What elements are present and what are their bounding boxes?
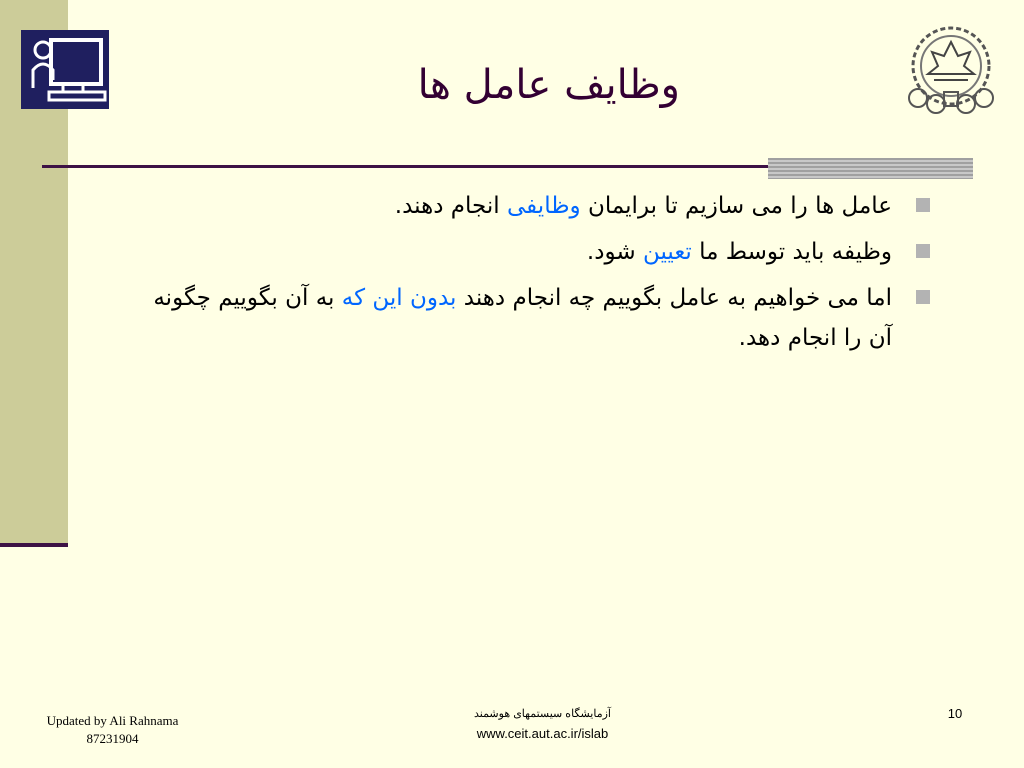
lab-name: آزمایشگاه سیستمهای هوشمند — [473, 708, 611, 720]
square-bullet-icon — [916, 290, 930, 304]
university-emblem-icon — [904, 22, 998, 116]
title-accent-bar — [768, 158, 973, 179]
bullet-list — [140, 186, 930, 358]
bullet-text: به آن بگوییم چگونه آن را انجام دهد. — [153, 285, 892, 351]
bullet-highlight: وظایفی — [507, 193, 581, 219]
bullet-text: اما می خواهیم به عامل بگوییم چه انجام دهند — [456, 285, 892, 311]
bullet-item — [140, 186, 930, 226]
bullet-text: شود. — [586, 239, 643, 265]
footer-author — [30, 712, 195, 748]
bullet-text: عامل ها را می سازیم تا برایمان — [580, 193, 892, 219]
page-number: 10 — [947, 706, 963, 721]
author-name: Updated by Ali Rahnama — [46, 713, 179, 728]
square-bullet-icon — [916, 244, 930, 258]
bullet-item — [140, 232, 930, 272]
author-id: 87231904 — [86, 731, 139, 746]
lab-logo — [21, 30, 109, 109]
slide-title: وظایف عامل ها — [417, 62, 680, 108]
left-rule — [0, 543, 68, 547]
computer-user-icon — [21, 30, 109, 109]
footer-lab — [430, 704, 655, 744]
bullet-item — [140, 278, 930, 358]
bullet-highlight: بدون این که — [341, 285, 457, 311]
bullet-highlight: تعیین — [642, 239, 692, 265]
square-bullet-icon — [916, 198, 930, 212]
lab-url[interactable]: www.ceit.aut.ac.ir/islab — [476, 726, 609, 741]
university-emblem — [904, 22, 998, 116]
bullet-text: وظیفه باید توسط ما — [691, 239, 892, 265]
bullet-text: انجام دهند. — [394, 193, 507, 219]
